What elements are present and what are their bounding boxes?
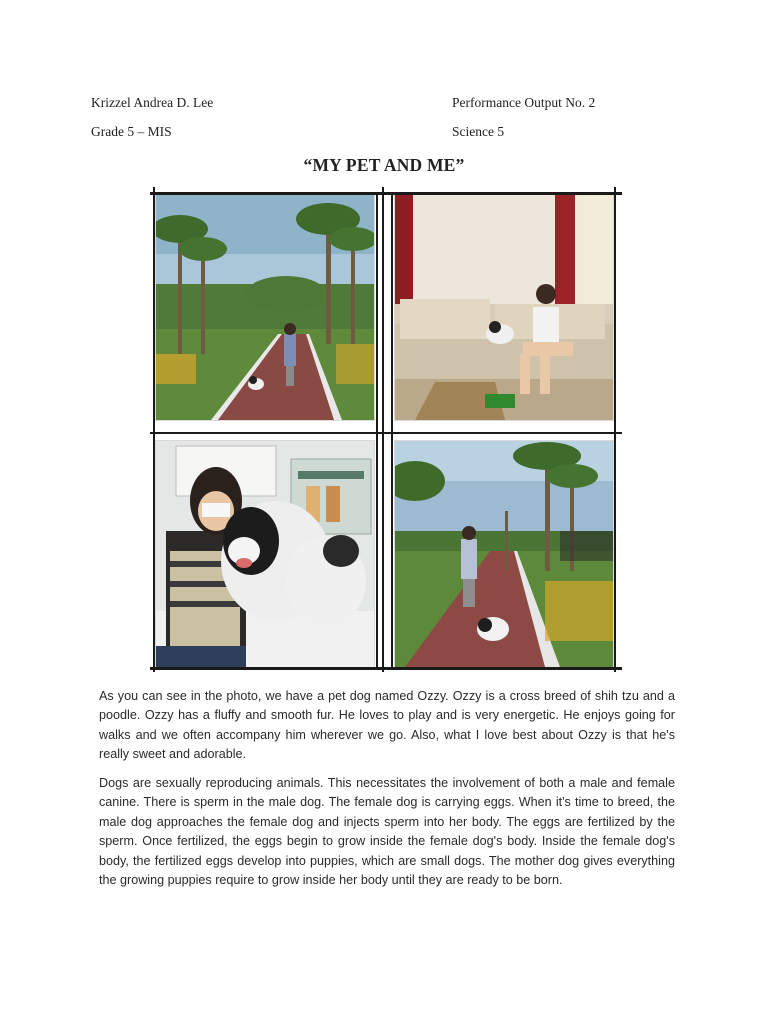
frame-line-center bbox=[382, 187, 384, 672]
vet-clinic-photo bbox=[156, 441, 374, 667]
sofa-photo bbox=[395, 194, 613, 420]
frame-line-center-left bbox=[376, 192, 378, 668]
seaside-walk-photo bbox=[395, 441, 613, 667]
output-number: Performance Output No. 2 bbox=[452, 95, 596, 110]
subject: Science 5 bbox=[452, 124, 505, 139]
frame-line-right bbox=[614, 187, 616, 672]
paragraph-about-ozzy: As you can see in the photo, we have a pet dog named Ozzy. Ozzy is a cross breed of shih tzu and a poodle. Ozzy has a fluffy and smooth fur. He loves to play and is very energetic. He enjoys going for walks and we often accompany him wherever we go. Also, what I love best about Ozzy is that he's really sweet and adorable. bbox=[99, 689, 675, 762]
frame-line-left bbox=[153, 187, 155, 672]
walkway-photo bbox=[156, 194, 374, 420]
frame-line-bottom bbox=[150, 667, 622, 670]
paragraph-dog-reproduction: Dogs are sexually reproducing animals. This necessitates the involvement of both a male and female canine. There is sperm in the male dog. The female dog is carrying eggs. When it's time to breed, the male dog approaches the female dog and injects sperm into her body. The eggs are fertilized by the sperm. Once fertilized, the eggs begin to grow inside the female dog's body. Inside the female dog's body, the fertilized eggs develop into puppies, which are small dogs. The mother dog gives everything the growing puppies require to grow inside her body until they are ready to be born. bbox=[99, 776, 675, 888]
page-title: “MY PET AND ME” bbox=[303, 155, 465, 175]
student-name: Krizzel Andrea D. Lee bbox=[91, 95, 214, 110]
grade-section: Grade 5 – MIS bbox=[91, 124, 172, 139]
frame-line-center-right bbox=[391, 192, 393, 668]
frame-line-top bbox=[150, 192, 622, 195]
frame-line-middle bbox=[150, 432, 622, 434]
